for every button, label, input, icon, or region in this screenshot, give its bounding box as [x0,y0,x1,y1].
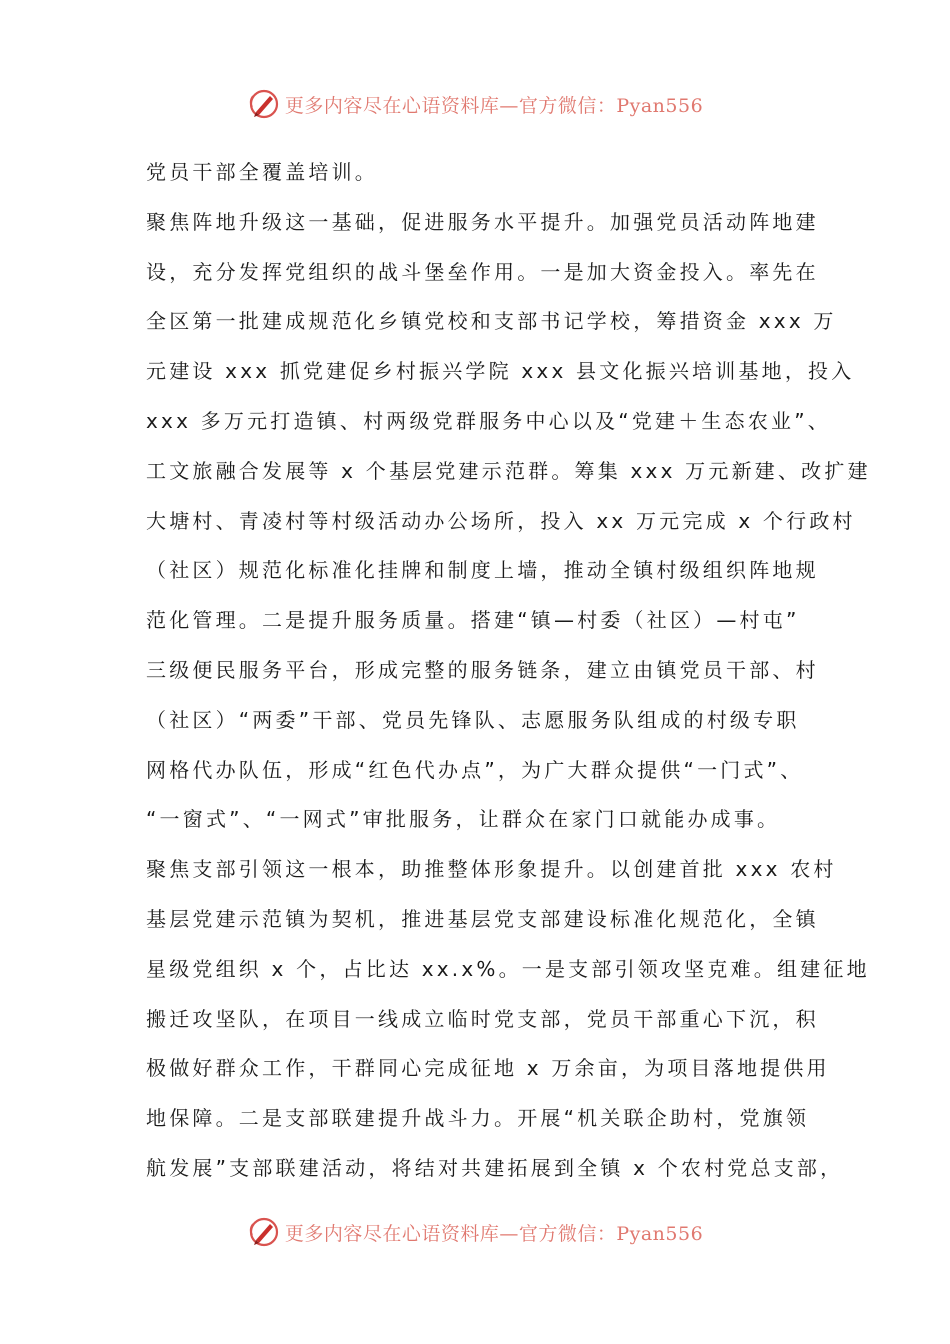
text-line: 元建设 xxx 抓党建促乡村振兴学院 xxx 县文化振兴培训基地，投入 [146,359,855,384]
pen-logo-icon [247,87,281,121]
text-line: xxx 多万元打造镇、村两级党群服务中心以及“党建＋生态农业”、 [146,408,831,433]
text-line: 范化管理。二是提升服务质量。搭建“镇—村委（社区）—村屯” [146,608,800,633]
text-line: 大塘村、青凌村等村级活动办公场所，投入 xx 万元完成 x 个行政村 [146,508,856,533]
text-line: 聚焦阵地升级这一基础，促进服务水平提升。加强党员活动阵地建 [146,209,819,234]
header-banner-text: 更多内容尽在心语资料库—官方微信：Pyan556 [284,94,704,117]
text-line: 搬迁攻坚队，在项目一线成立临时党支部，党员干部重心下沉，积 [146,1006,819,1031]
text-line: 聚焦支部引领这一根本，助推整体形象提升。以创建首批 xxx 农村 [146,857,837,882]
text-line: “一窗式”、“一网式”审批服务，让群众在家门口就能办成事。 [146,807,781,832]
text-line: 星级党组织 x 个，占比达 xx.x%。一是支部引领攻坚克难。组建征地 [146,956,870,981]
text-line: 全区第一批建成规范化乡镇党校和支部书记学校，筹措资金 xxx 万 [146,309,837,334]
text-line: 网格代办队伍，形成“红色代办点”，为广大群众提供“一门式”、 [146,757,804,782]
header-banner [0,84,950,124]
text-line: 设，充分发挥党组织的战斗堡垒作用。一是加大资金投入。率先在 [146,259,819,284]
footer-banner [0,1212,950,1252]
pen-logo-icon [247,1215,281,1249]
text-line: 航发展”支部联建活动，将结对共建拓展到全镇 x 个农村党总支部， [146,1155,844,1180]
document-body [146,148,871,1194]
text-line: （社区）规范化标准化挂牌和制度上墙，推动全镇村级组织阵地规 [146,558,819,583]
text-line: 基层党建示范镇为契机，推进基层党支部建设标准化规范化，全镇 [146,906,819,931]
text-line: 党员干部全覆盖培训。 [146,160,378,184]
text-line: （社区）“两委”干部、党员先锋队、志愿服务队组成的村级专职 [146,707,800,732]
footer-banner-text: 更多内容尽在心语资料库—官方微信：Pyan556 [284,1222,704,1245]
text-line: 地保障。二是支部联建提升战斗力。开展“机关联企助村，党旗领 [146,1106,810,1131]
text-line: 极做好群众工作，干群同心完成征地 x 万余亩，为项目落地提供用 [146,1056,830,1081]
text-line: 工文旅融合发展等 x 个基层党建示范群。筹集 xxx 万元新建、改扩建 [146,458,871,483]
text-line: 三级便民服务平台，形成完整的服务链条，建立由镇党员干部、村 [146,657,819,682]
